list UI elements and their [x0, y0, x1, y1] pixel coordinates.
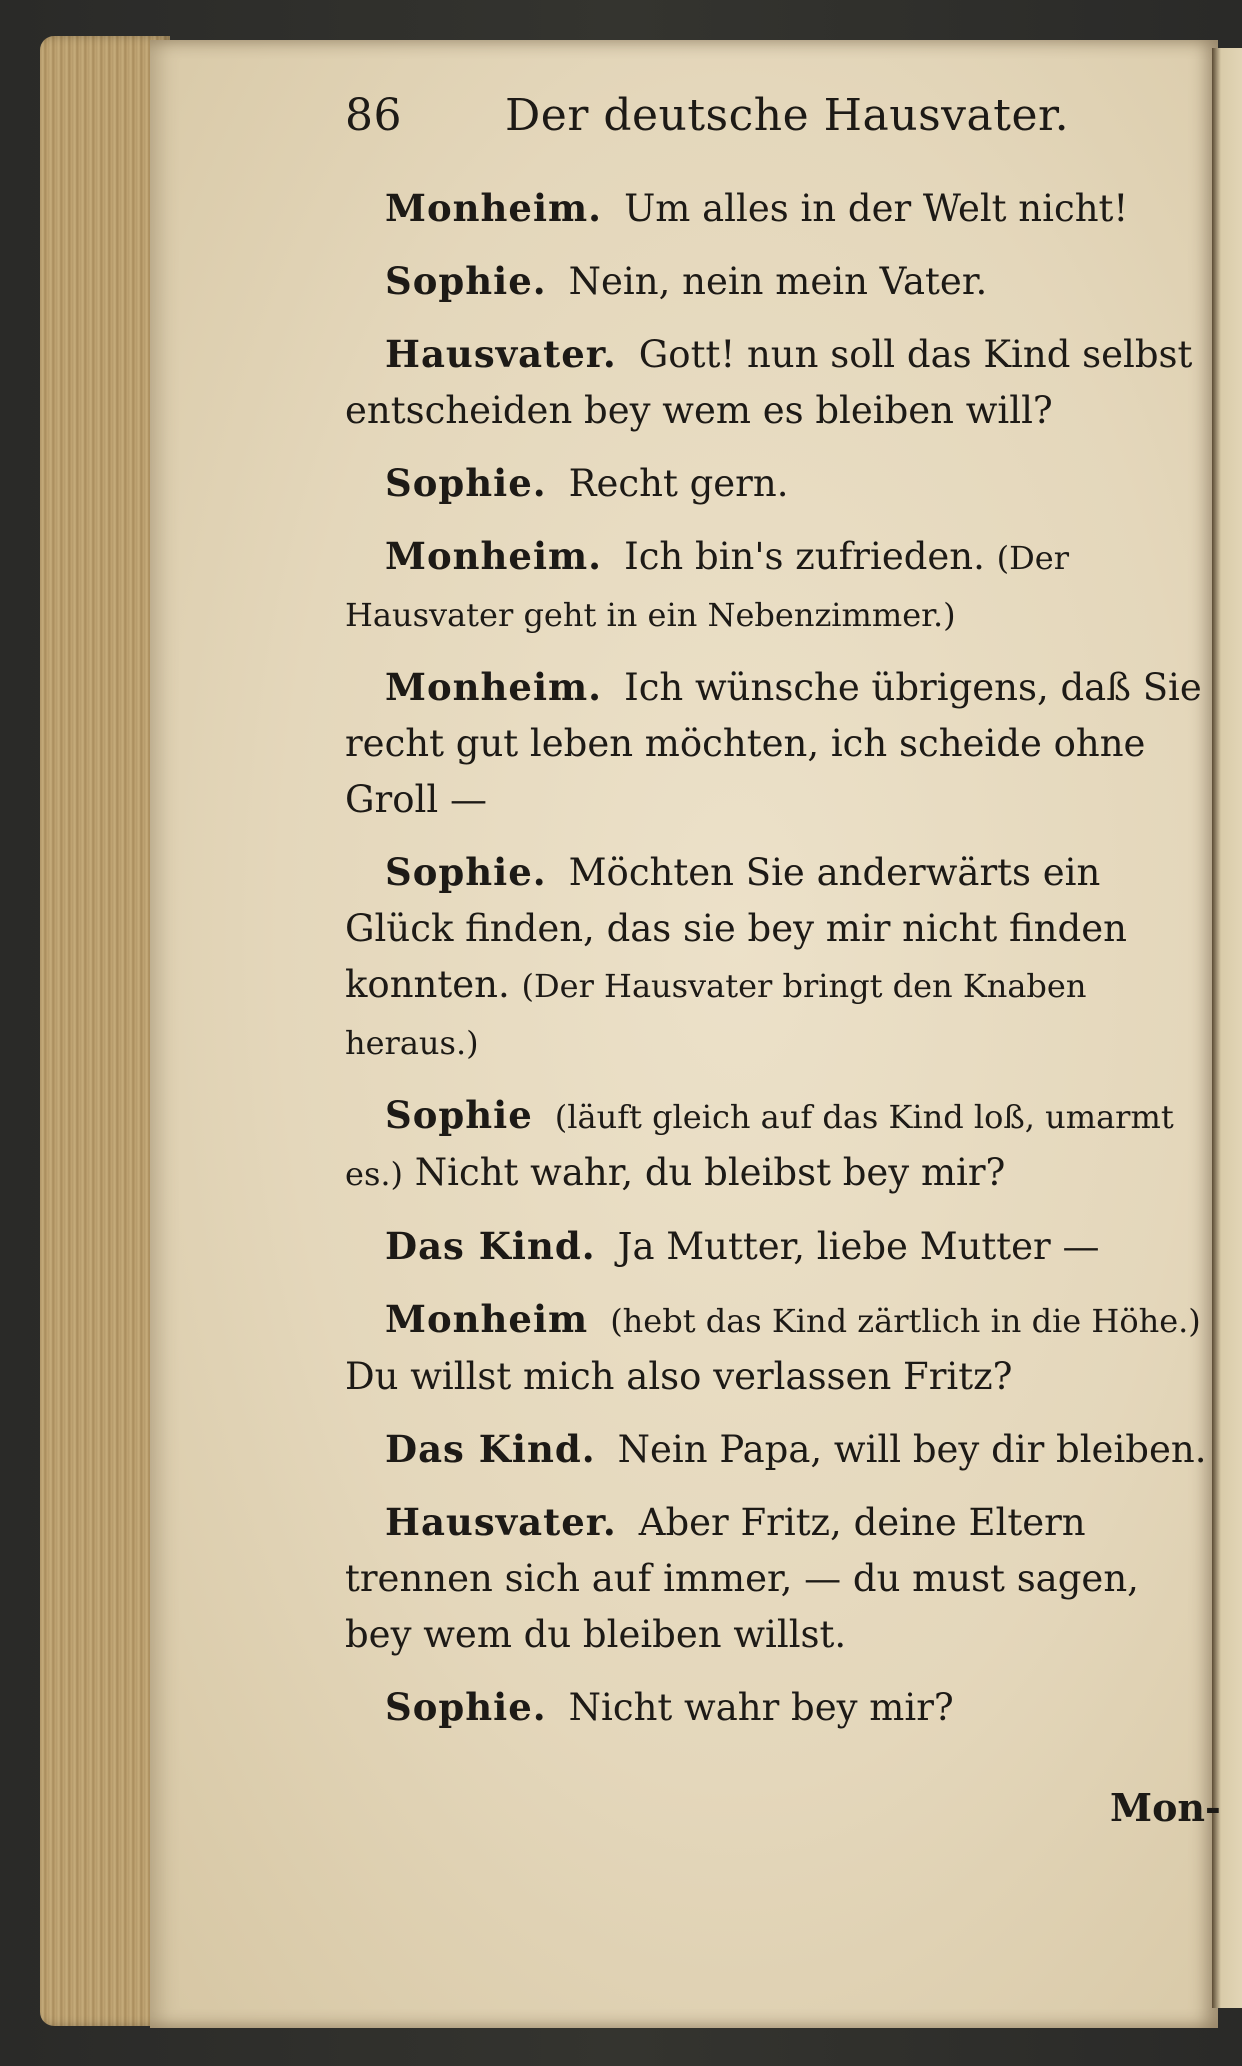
dialogue-line [345, 1087, 1215, 1202]
line-text: Recht gern. [568, 462, 789, 505]
speaker: Monheim [385, 1297, 589, 1341]
dialogue-line [345, 1291, 1215, 1405]
stage-direction: (Der Hausvater geht in ein Nebenzimmer.) [345, 539, 1070, 634]
speaker: Monheim. [385, 534, 603, 578]
dialogue-line [345, 528, 1215, 643]
line-text: Du willst mich also verlassen Fritz? [345, 1355, 1013, 1398]
stage-direction: (läuft gleich auf das Kind loß, umarmt es.) [345, 1098, 1174, 1193]
dialogue-line [345, 659, 1215, 828]
dialogue-line [345, 253, 1215, 310]
speaker: Monheim. [385, 186, 603, 230]
line-text: Nicht wahr, du bleibst bey mir? [414, 1151, 1006, 1194]
line-text: Ich wünsche übrigens, daß Sie recht gut leben möchten, ich scheide ohne Groll — [345, 666, 1202, 821]
page-number: 86 [345, 90, 402, 141]
dialogue-line [345, 1421, 1215, 1478]
line-text: Gott! nun soll das Kind selbst entscheiden bey wem es bleiben will? [345, 333, 1193, 432]
dialogue-line [345, 1218, 1215, 1275]
speaker: Sophie. [385, 259, 547, 303]
line-text: Möchten Sie anderwärts ein Glück finden, das sie bey mir nicht finden konnten. [345, 851, 1127, 1006]
stage-direction: (hebt das Kind zärtlich in die Höhe.) [610, 1302, 1201, 1340]
next-page-edge [1212, 48, 1242, 2008]
speaker: Das Kind. [385, 1427, 596, 1471]
line-text: Nicht wahr bey mir? [568, 1686, 954, 1729]
speaker: Sophie. [385, 461, 547, 505]
speaker: Sophie. [385, 850, 547, 894]
dialogue-line [345, 844, 1215, 1071]
speaker: Das Kind. [385, 1224, 596, 1268]
speaker: Hausvater. [385, 332, 617, 376]
line-text: Ich bin's zufrieden. [624, 535, 985, 578]
dialogue-line [345, 326, 1215, 439]
speaker: Sophie [385, 1093, 533, 1137]
page-text [345, 90, 1215, 1752]
speaker: Sophie. [385, 1685, 547, 1729]
dialogue-line [345, 180, 1215, 237]
line-text: Nein Papa, will bey dir bleiben. [617, 1428, 1207, 1471]
line-text: Nein, nein mein Vater. [568, 260, 988, 303]
line-text: Aber Fritz, deine Eltern trennen sich auf immer, — du must sagen, bey wem du bleiben willst. [345, 1501, 1139, 1656]
line-text: Ja Mutter, liebe Mutter — [617, 1225, 1100, 1268]
catchword: Mon- [1110, 1785, 1221, 1830]
dialogue-line [345, 455, 1215, 512]
running-title: Der deutsche Hausvater. [505, 90, 1070, 141]
speaker: Monheim. [385, 665, 603, 709]
speaker: Hausvater. [385, 1500, 617, 1544]
stage-direction: (Der Hausvater bringt den Knaben heraus.) [345, 967, 1087, 1062]
dialogue-line [345, 1679, 1215, 1736]
line-text: Um alles in der Welt nicht! [624, 187, 1129, 230]
dialogue-line [345, 1494, 1215, 1663]
page-header [345, 90, 1215, 180]
